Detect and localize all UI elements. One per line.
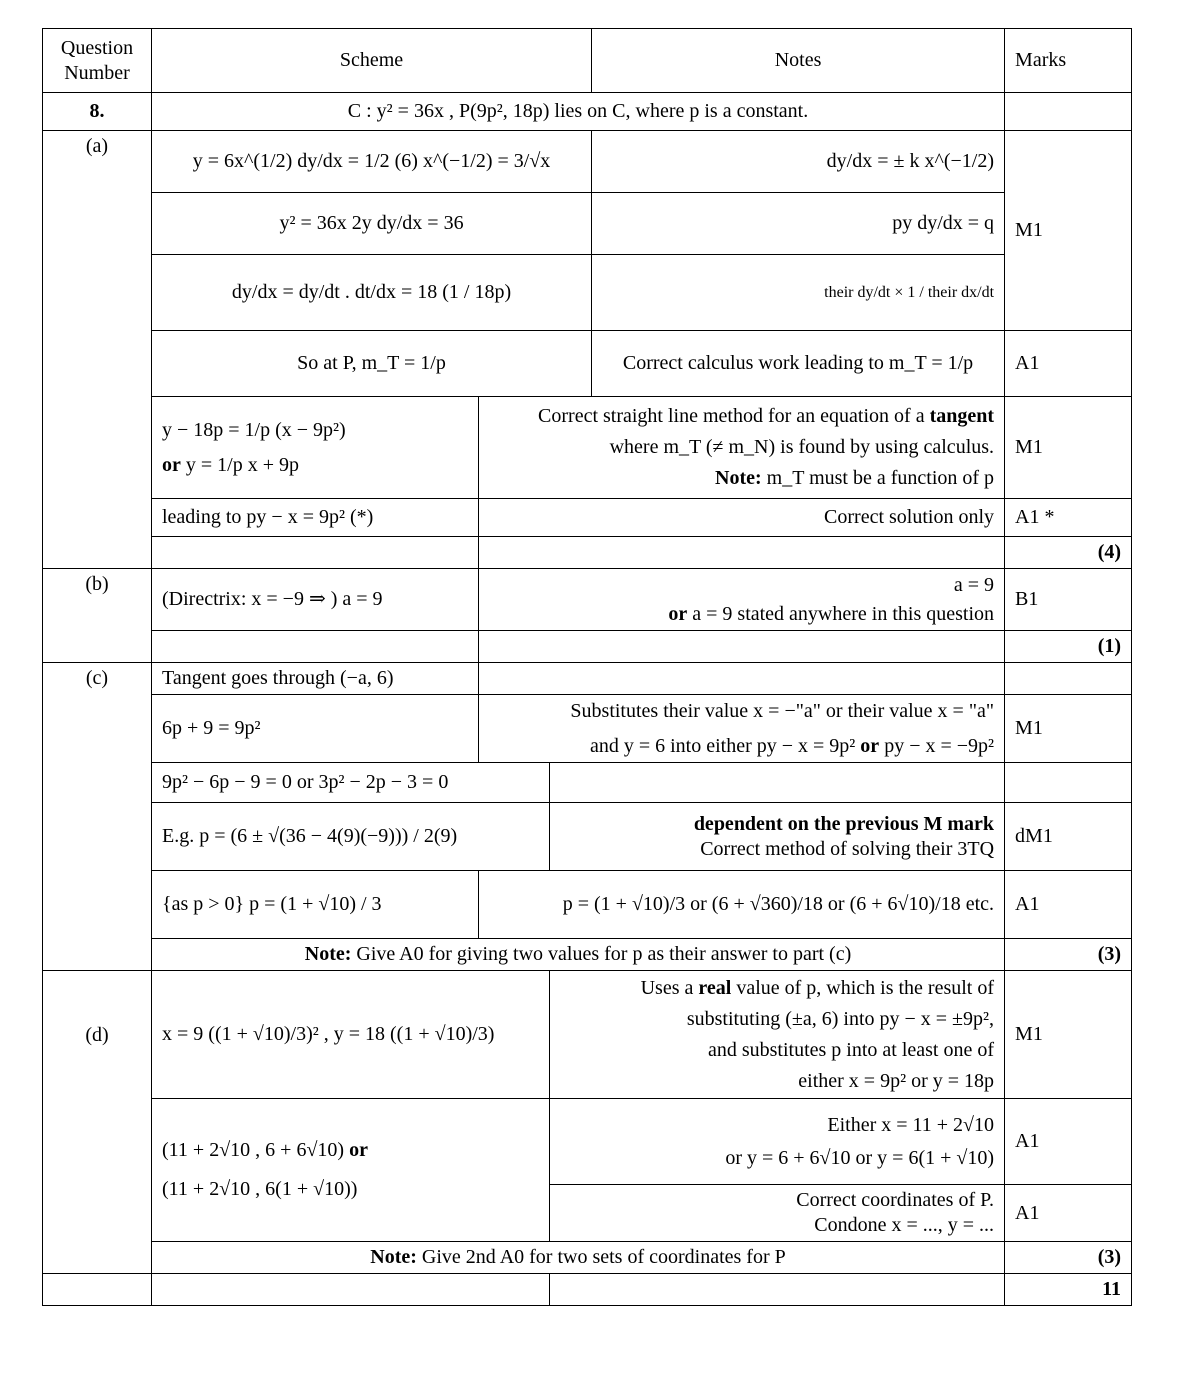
part-a-note-5	[479, 397, 1005, 499]
grand-total-blank-3	[550, 1274, 1005, 1306]
part-c-note-1	[479, 695, 1005, 763]
part-d-note-2	[550, 1099, 1005, 1185]
part-d-note-text: Give 2nd A0 for two sets of coordinates for P	[421, 1246, 786, 1268]
part-a-scheme-6: leading to py − x = 9p² (*)	[152, 499, 479, 537]
part-d-scheme-2	[152, 1099, 550, 1242]
part-b-total: (1)	[1005, 631, 1132, 663]
part-b-note-1-text: a = 9 stated anywhere in this question	[692, 602, 995, 625]
part-d-total: (3)	[1005, 1242, 1132, 1274]
part-c-note-text: Give A0 for giving two values for p as their answer to part (c)	[356, 943, 852, 965]
part-d-note-1-uses: Uses a	[640, 976, 694, 999]
grand-total-blank-2	[152, 1274, 550, 1306]
part-c-mark-a1: A1	[1005, 871, 1132, 939]
part-c-scheme-1: 6p + 9 = 9p²	[152, 695, 479, 763]
part-c-row-3	[43, 803, 1132, 871]
part-a-row-1	[43, 131, 1132, 193]
part-d-note	[152, 1242, 1005, 1274]
part-d-mark-a1-second: A1	[1005, 1185, 1132, 1242]
part-d-row-1	[43, 971, 1132, 1099]
part-a-note-2: py dy/dx = q	[592, 193, 1005, 255]
part-a-mark-a1: A1	[1005, 331, 1132, 397]
part-a-note-5-line3	[489, 466, 994, 491]
part-c-note-1-line1: Substitutes their value x = −"a" or their value x = "a"	[570, 699, 995, 722]
part-a-scheme-5-line2	[162, 453, 468, 478]
mark-scheme	[42, 28, 1131, 1306]
part-a-label: (a)	[43, 131, 152, 569]
part-a-scheme-2: y² = 36x 2y dy/dx = 36	[152, 193, 592, 255]
part-a-total-blank-1	[152, 537, 479, 569]
part-c-row-4	[43, 871, 1132, 939]
or-label: or	[668, 602, 688, 625]
part-a-note-1: dy/dx = ± k x^(−1/2)	[592, 131, 1005, 193]
grand-total-row	[43, 1274, 1132, 1306]
part-a-note-5-text: Correct straight line method for an equation of a	[538, 405, 925, 427]
part-c-note-0	[479, 663, 1005, 695]
part-a-scheme-5-line1: y − 18p = 1/p (x − 9p²)	[162, 418, 346, 441]
part-a-row-5	[43, 397, 1132, 499]
part-a-mark-a1-star: A1 *	[1005, 499, 1132, 537]
part-a-note-5-tangent: tangent	[929, 405, 995, 427]
header-scheme: Scheme	[152, 29, 592, 93]
part-a-row-6	[43, 499, 1132, 537]
part-a-row-2	[43, 193, 1132, 255]
part-a-scheme-5-alt: y = 1/p x + 9p	[185, 453, 300, 476]
part-d-scheme-2-line1	[162, 1138, 539, 1163]
header-row	[43, 29, 1132, 93]
part-c-scheme-0: Tangent goes through (−a, 6)	[152, 663, 479, 695]
grand-total-blank-1	[43, 1274, 152, 1306]
part-c-note-1-alt: py − x = −9p²	[884, 734, 995, 757]
part-b-label: (b)	[43, 569, 152, 663]
part-b-note-1	[479, 569, 1005, 631]
part-c-note	[152, 939, 1005, 971]
or-label: or	[860, 734, 880, 757]
part-b-row-1	[43, 569, 1132, 631]
part-c-note-4: p = (1 + √10)/3 or (6 + √360)/18 or (6 + 6√10)/18 etc.	[479, 871, 1005, 939]
part-a-scheme-5	[152, 397, 479, 499]
part-a-mark-m1: M1	[1005, 397, 1132, 499]
part-d-label: (d)	[43, 971, 152, 1274]
part-d-note-3-line2: Condone x = ..., y = ...	[814, 1214, 995, 1236]
part-d-scheme-1: x = 9 ((1 + √10)/3)² , y = 18 ((1 + √10)/3)	[152, 971, 550, 1099]
part-a-total-row	[43, 537, 1132, 569]
part-a-note-5-line1	[489, 404, 994, 429]
part-c-total: (3)	[1005, 939, 1132, 971]
part-d-scheme-2-line2: (11 + 2√10 , 6(1 + √10))	[162, 1178, 358, 1200]
note-label: Note:	[370, 1246, 417, 1268]
part-a-mark-m1-first: M1	[1005, 131, 1132, 331]
question-statement: C : y² = 36x , P(9p², 18p) lies on C, where p is a constant.	[152, 93, 1005, 131]
part-b-mark: B1	[1005, 569, 1132, 631]
part-d-note-1-line3: and substitutes p into at least one of	[707, 1038, 995, 1061]
part-a-note-4: Correct calculus work leading to m_T = 1/p	[592, 331, 1005, 397]
part-a-row-3	[43, 255, 1132, 331]
part-c-label: (c)	[43, 663, 152, 971]
part-a-note-6: Correct solution only	[479, 499, 1005, 537]
part-c-scheme-2: 9p² − 6p − 9 = 0 or 3p² − 2p − 3 = 0	[152, 763, 550, 803]
part-c-mark-0	[1005, 663, 1132, 695]
part-d-note-1-line4: either x = 9p² or y = 18p	[798, 1069, 995, 1092]
part-d-note-1-line2: substituting (±a, 6) into py − x = ±9p²,	[686, 1007, 995, 1030]
grand-total: 11	[1005, 1274, 1132, 1306]
question-row	[43, 93, 1132, 131]
part-a-note-5-note: m_T must be a function of p	[766, 467, 995, 489]
part-d-note-1-real: real	[698, 976, 732, 999]
part-c-row-2	[43, 763, 1132, 803]
part-d-note-2-line1: Either x = 11 + 2√10	[827, 1113, 995, 1136]
part-c-scheme-4: {as p > 0} p = (1 + √10) / 3	[152, 871, 479, 939]
part-c-note-1-line2	[489, 734, 994, 759]
part-c-note-3	[550, 803, 1005, 871]
part-c-note-3-line2: Correct method of solving their 3TQ	[700, 837, 995, 860]
part-b-note-1-line1: a = 9	[953, 573, 995, 596]
part-d-note-2-line2: or y = 6 + 6√10 or y = 6(1 + √10)	[725, 1146, 995, 1169]
part-a-note-5-line2: where m_T (≠ m_N) is found by using calculus.	[609, 436, 995, 458]
part-b-note-1-line2	[489, 602, 994, 627]
part-c-mark-m1: M1	[1005, 695, 1132, 763]
mark-scheme-table	[42, 28, 1132, 1306]
part-c-scheme-3: E.g. p = (6 ± √(36 − 4(9)(−9))) / 2(9)	[152, 803, 550, 871]
part-b-total-row	[43, 631, 1132, 663]
part-d-note-1-line1	[560, 976, 994, 1001]
part-a-scheme-1: y = 6x^(1/2) dy/dx = 1/2 (6) x^(−1/2) = 3/√x	[152, 131, 592, 193]
part-d-mark-a1-first: A1	[1005, 1099, 1132, 1185]
note-label: Note:	[304, 943, 352, 965]
header-marks: Marks	[1005, 29, 1132, 93]
part-c-row-0	[43, 663, 1132, 695]
part-d-row-2	[43, 1099, 1132, 1185]
part-c-mark-2	[1005, 763, 1132, 803]
part-a-row-4	[43, 331, 1132, 397]
part-a-scheme-3: dy/dx = dy/dt . dt/dx = 18 (1 / 18p)	[152, 255, 592, 331]
part-c-note-1-text: and y = 6 into either py − x = 9p²	[589, 734, 856, 757]
part-d-note-1	[550, 971, 1005, 1099]
header-question-number: Question Number	[43, 29, 152, 93]
note-label: Note:	[715, 467, 762, 489]
part-c-note-3-line1: dependent on the previous M mark	[693, 812, 995, 835]
part-d-scheme-2-coords-1: (11 + 2√10 , 6 + 6√10)	[162, 1139, 345, 1161]
part-c-mark-dm1: dM1	[1005, 803, 1132, 871]
part-b-scheme-1: (Directrix: x = −9 ⇒ ) a = 9	[152, 569, 479, 631]
part-b-total-blank-2	[479, 631, 1005, 663]
or-label: or	[162, 453, 181, 476]
part-c-row-1	[43, 695, 1132, 763]
or-label: or	[349, 1139, 368, 1161]
header-notes: Notes	[592, 29, 1005, 93]
part-d-note-3	[550, 1185, 1005, 1242]
question-number: 8.	[43, 93, 152, 131]
part-a-note-3: their dy/dt × 1 / their dx/dt	[592, 255, 1005, 331]
part-a-total: (4)	[1005, 537, 1132, 569]
part-b-total-blank-1	[152, 631, 479, 663]
question-marks	[1005, 93, 1132, 131]
part-a-total-blank-2	[479, 537, 1005, 569]
part-a-scheme-4: So at P, m_T = 1/p	[152, 331, 592, 397]
part-d-note-3-line1: Correct coordinates of P.	[796, 1189, 995, 1211]
part-d-note-1-rest: value of p, which is the result of	[736, 976, 995, 999]
part-c-note-2	[550, 763, 1005, 803]
part-d-note-row	[43, 1242, 1132, 1274]
part-d-mark-m1: M1	[1005, 971, 1132, 1099]
part-c-note-row	[43, 939, 1132, 971]
